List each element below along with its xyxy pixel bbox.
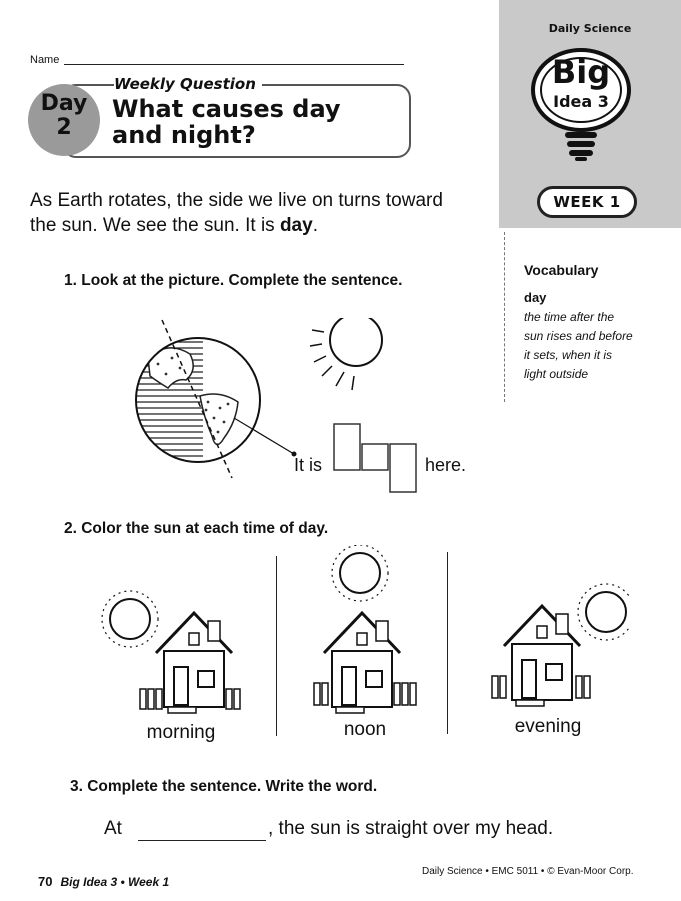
footer-copyright: Daily Science • EMC 5011 • © Evan-Moor Corp.	[422, 866, 634, 877]
footer-unit: Big Idea 3 • Week 1	[60, 875, 170, 889]
series-label: Daily Science	[548, 22, 632, 35]
noon-scene	[300, 545, 450, 725]
sun-icon	[310, 318, 382, 390]
morning-scene	[96, 585, 246, 725]
house-icon	[156, 613, 232, 713]
vocabulary-word: day	[524, 290, 547, 305]
letter-boxes[interactable]	[332, 422, 422, 496]
vocabulary-definition: the time after the sun rises and before it sets, when it is light outside	[524, 310, 633, 381]
day-number: 2	[56, 115, 72, 140]
day-badge	[28, 84, 100, 156]
time-label-noon: noon	[343, 719, 387, 740]
footer-left	[38, 874, 169, 889]
scene-divider	[447, 552, 448, 734]
time-label-morning: morning	[146, 722, 216, 743]
scene-divider	[276, 556, 277, 736]
day-word: Day	[40, 91, 88, 116]
sentence-1-start: It is	[294, 455, 323, 475]
question-3: 3. Complete the sentence. Write the word.	[70, 778, 378, 795]
intro-text: As Earth rotates, the side we live on turns toward the sun. We see the sun. It is	[30, 190, 443, 236]
answer-blank[interactable]	[138, 840, 266, 841]
time-label-evening: evening	[514, 716, 582, 737]
badge-idea-text: Idea 3	[553, 92, 609, 111]
weekly-question: What causes day and night?	[112, 95, 341, 149]
noon-sun-icon	[332, 545, 388, 601]
intro-paragraph	[30, 188, 470, 238]
page-number: 70	[38, 874, 53, 889]
weekly-question-label: Weekly Question	[114, 75, 262, 93]
badge-big-text: Big	[551, 53, 611, 91]
house-icon	[504, 606, 580, 706]
morning-sun-icon	[102, 591, 158, 647]
sentence-1-end: here.	[425, 455, 467, 475]
name-label: Name	[30, 54, 60, 66]
name-field[interactable]	[64, 64, 404, 65]
evening-sun-icon	[578, 584, 630, 640]
sentence-3-start: At	[104, 818, 122, 839]
intro-bold-word: day	[279, 215, 313, 236]
weekly-question-rule	[250, 85, 370, 86]
question-1: 1. Look at the picture. Complete the sentence.	[64, 272, 403, 289]
intro-period: .	[312, 215, 318, 236]
sentence-3-end: , the sun is straight over my head.	[268, 818, 554, 839]
week-badge: WEEK 1	[537, 186, 637, 218]
evening-scene	[480, 580, 630, 720]
question-2: 2. Color the sun at each time of day.	[64, 520, 329, 537]
vocabulary-title: Vocabulary	[524, 262, 599, 278]
vocab-divider	[504, 232, 505, 402]
house-icon	[324, 613, 400, 713]
